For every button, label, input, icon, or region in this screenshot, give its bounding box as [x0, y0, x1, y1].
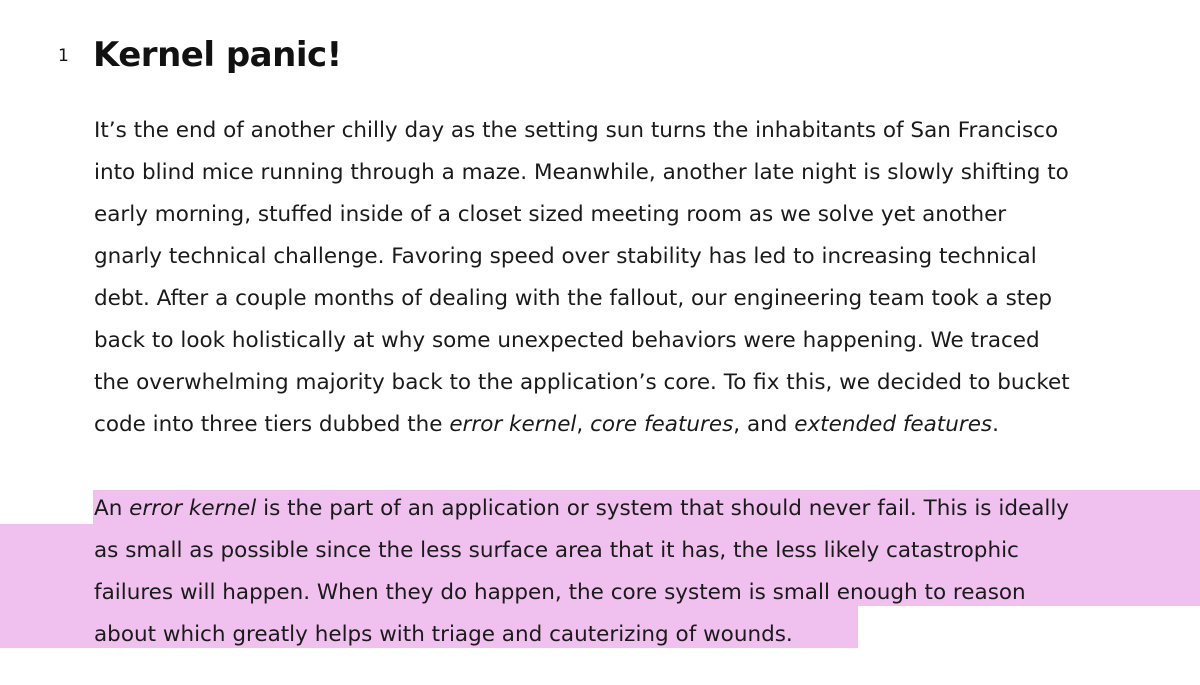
line-text: is the part of an application or system that should never fail. This is ideally	[256, 496, 1070, 521]
paragraph-line: failures will happen. When they do happen, the core system is small enough to reason	[94, 580, 1026, 605]
section-number: 1	[58, 46, 69, 66]
intro-paragraph	[94, 110, 1070, 446]
line-text: An	[94, 496, 130, 521]
paragraph-line: the overwhelming majority back to the application’s core. To fix this, we decided to bucket	[94, 370, 1070, 395]
line-text: , and	[733, 412, 795, 437]
line-text: ,	[576, 412, 591, 437]
paragraph-line: It’s the end of another chilly day as the setting sun turns the inhabitants of San Francisco	[94, 118, 1059, 143]
paragraph-line: about which greatly helps with triage and cauterizing of wounds.	[94, 622, 793, 647]
term-extended-features: extended features	[794, 412, 993, 437]
term-error-kernel: error kernel	[449, 412, 577, 437]
paragraph-line: debt. After a couple months of dealing with the fallout, our engineering team took a step	[94, 286, 1053, 311]
paragraph-line: early morning, stuffed inside of a closet sized meeting room as we solve yet another	[94, 202, 1007, 227]
paragraph-line: gnarly technical challenge. Favoring speed over stability has led to increasing technical	[94, 244, 1037, 269]
highlighted-paragraph	[94, 488, 1069, 656]
paragraph-line: as small as possible since the less surface area that it has, the less likely catastrophic	[94, 538, 1019, 563]
paragraph-line-first	[94, 488, 1069, 530]
paragraph-line-last	[94, 404, 1070, 446]
section-heading: Kernel panic!	[93, 35, 342, 75]
term-error-kernel: error kernel	[129, 496, 257, 521]
line-text: .	[992, 412, 999, 437]
paragraph-line: back to look holistically at why some unexpected behaviors were happening. We traced	[94, 328, 1040, 353]
term-core-features: core features	[590, 412, 734, 437]
line-text: code into three tiers dubbed the	[94, 412, 450, 437]
paragraph-line: into blind mice running through a maze. Meanwhile, another late night is slowly shifting to	[94, 160, 1069, 185]
